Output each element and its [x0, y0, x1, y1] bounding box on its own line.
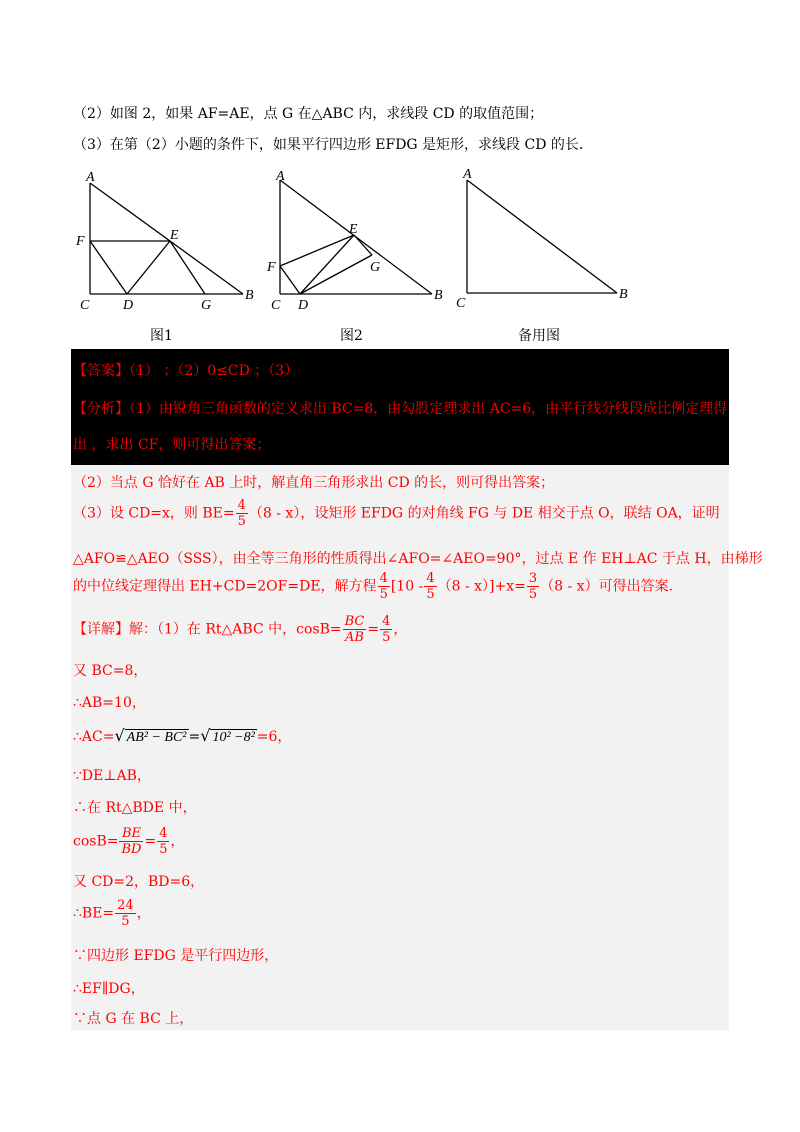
fraction-4-5: $\frac{4}{5}$: [379, 571, 388, 602]
figure-backup-caption: 备用图: [518, 328, 560, 344]
fig2-label-c: C: [271, 298, 281, 313]
figure-1-caption: 图1: [150, 328, 173, 344]
detail-l7-comma: ，: [170, 833, 185, 850]
detail-line-10: ∵四边形 EFDG 是平行四边形，: [73, 948, 279, 964]
answer-line: 【答案】（1） ；（2）0≤CD ；（3）: [73, 363, 299, 379]
figure-1: [75, 168, 260, 318]
fraction-bc-ab: $\frac{BC}{AB}$: [344, 614, 365, 645]
analysis-p3a-text1: （3）设 CD=x，则 BE=: [73, 505, 235, 522]
fraction-4-5: $\frac{4}{5}$: [382, 614, 391, 645]
detail-l9-text: ∴BE=: [73, 905, 115, 922]
analysis-line-2: 出 ，求出 CF，则可得出答案；: [73, 437, 271, 453]
fig1-label-c: C: [80, 298, 90, 313]
question-3: （3）在第（2）小题的条件下，如果平行四边形 EFDG 是矩形，求线段 CD 的长．: [73, 137, 593, 153]
figure-2-caption: 图2: [340, 328, 363, 344]
fraction-4-5: $\frac{4}{5}$: [159, 826, 168, 857]
detail-l1-eq: =: [367, 621, 380, 638]
detail-line-5: ∵DE⊥AB，: [73, 768, 151, 784]
analysis-line-1: 【分析】（1）由锐角三角函数的定义求出 BC=8，由勾股定理求出 AC=6，由平行线分线段成比例定理得: [73, 401, 728, 417]
figure-backup: [455, 165, 640, 315]
analysis-p3c-text4: （8 - x）可得出答案．: [540, 578, 683, 595]
detail-line-7: [73, 826, 184, 857]
analysis-p3c-text2: [10 -: [390, 578, 424, 595]
fig1-label-b: B: [245, 288, 254, 303]
analysis-part-3-line-2: △AFO≌△AEO（SSS），由全等三角形的性质得出∠AFO=∠AEO=90°，过点 E 作 EH⊥AC 于点 H，由梯形: [73, 551, 763, 567]
fraction-4-5: $\frac{4}{5}$: [237, 498, 246, 529]
analysis-part-3-line-1: [73, 498, 720, 529]
fig3-label-a: A: [463, 167, 472, 182]
question-2: （2）如图 2，如果 AF=AE，点 G 在△ABC 内，求线段 CD 的取值范围；: [73, 106, 544, 122]
fig2-label-f: F: [267, 260, 276, 275]
sqrt-ab-bc: AB² − BC²: [126, 730, 187, 745]
analysis-part-2: （2）当点 G 恰好在 AB 上时，解直角三角形求出 CD 的长，则可得出答案；: [73, 475, 555, 491]
detail-line-8: 又 CD=2，BD=6，: [73, 874, 205, 890]
fraction-24-5: $\frac{24}{5}$: [117, 898, 134, 929]
fig1-label-d: D: [123, 298, 134, 313]
fig2-label-d: D: [298, 298, 309, 313]
fig1-label-e: E: [170, 228, 179, 243]
fig2-label-a: A: [276, 169, 285, 184]
fig1-label-g: G: [201, 298, 212, 313]
fig2-label-g: G: [370, 260, 381, 275]
detail-line-4: [73, 726, 291, 746]
analysis-part-3-line-3: [73, 571, 683, 602]
fig2-label-b: B: [434, 288, 443, 303]
sqrt-icon: √: [200, 726, 211, 745]
fig3-label-b: B: [619, 287, 628, 302]
detail-line-9: [73, 898, 151, 929]
analysis-p3c-text1: 的中位线定理得出 EH+CD=2OF=DE，解方程: [73, 578, 377, 595]
detail-l9-comma: ，: [136, 905, 151, 922]
sqrt-10-8: 10² −8²: [212, 730, 255, 745]
fig1-label-f: F: [76, 234, 85, 249]
sqrt-icon: √: [114, 726, 125, 745]
detail-l1-comma: ，: [393, 621, 408, 638]
detail-line-1: [73, 614, 407, 645]
fig1-label-a: A: [86, 170, 95, 185]
detail-line-11: ∴EF∥DG，: [73, 981, 145, 997]
detail-l4-result: =6，: [256, 729, 292, 745]
figure-2: [266, 168, 451, 318]
analysis-p3c-text3: （8 - x）]+x=: [437, 578, 526, 595]
fraction-3-5: $\frac{3}{5}$: [528, 571, 538, 602]
detail-l7-eq: =: [144, 833, 157, 850]
detail-line-12: ∵点 G 在 BC 上，: [73, 1011, 194, 1027]
fig3-label-c: C: [456, 296, 466, 311]
fig2-label-e: E: [349, 222, 358, 237]
detail-l4-eq: =: [188, 729, 201, 745]
detail-l7-text: cosB=: [73, 833, 119, 850]
detail-l4-text: ∴AC=: [73, 729, 115, 745]
fraction-4-5: $\frac{4}{5}$: [426, 571, 435, 602]
detail-line-6: ∴在 Rt△BDE 中，: [73, 800, 197, 816]
detail-line-2: 又 BC=8，: [73, 663, 148, 679]
detail-l1-text: 【详解】解：（1）在 Rt△ABC 中，cosB=: [73, 621, 342, 638]
fraction-be-bd: $\frac{BE}{BD}$: [121, 826, 142, 857]
detail-line-3: ∴AB=10，: [73, 695, 146, 711]
analysis-p3a-text2: （8 - x），设矩形 EFDG 的对角线 FG 与 DE 相交于点 O，联结 OA，证明: [248, 505, 720, 522]
